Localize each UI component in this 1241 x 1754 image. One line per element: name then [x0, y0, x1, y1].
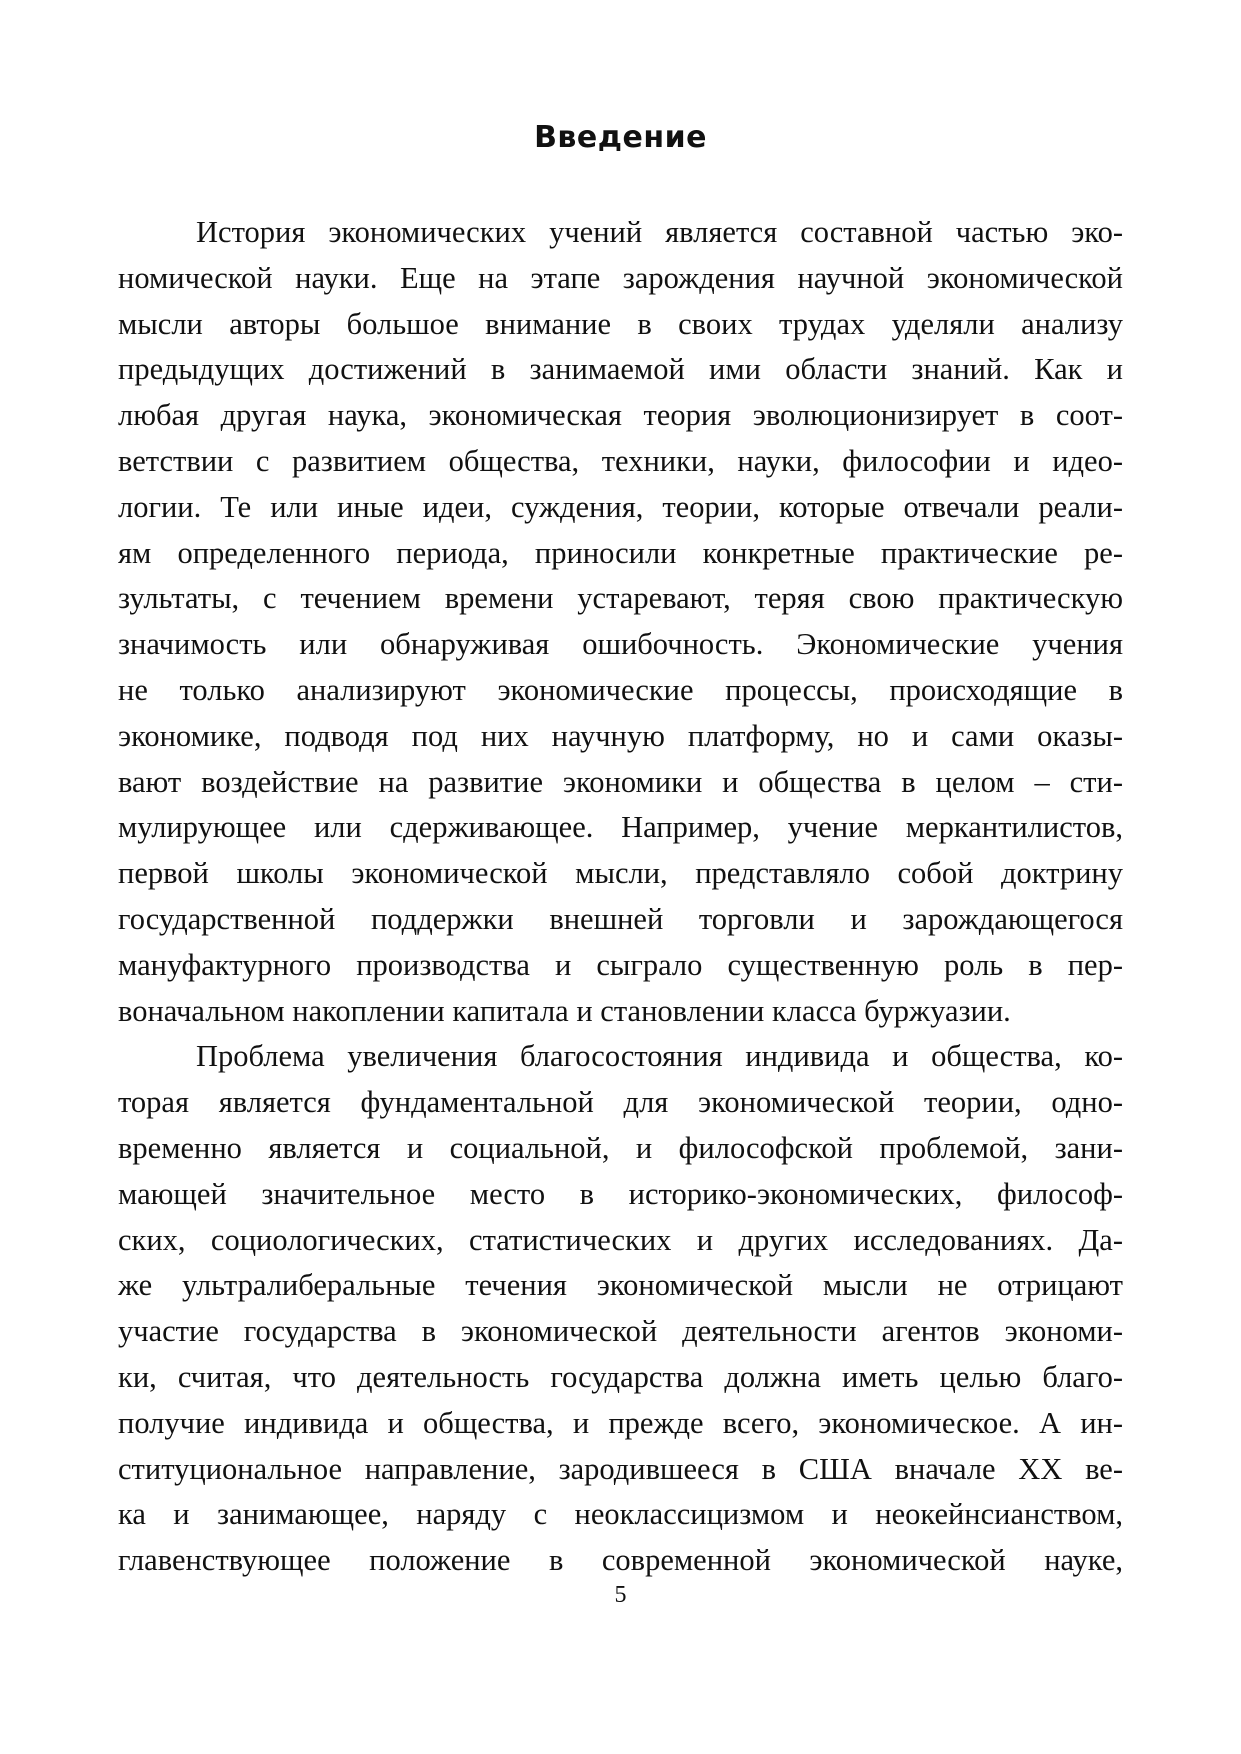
text-line: предыдущих достижений в занимаемой ими области знаний. Как и	[118, 352, 1123, 387]
text-line: Проблема увеличения благосостояния индивида и общества, ко-	[196, 1039, 1123, 1074]
text-line: мающей значительное место в историко-экономических, философ-	[118, 1176, 1123, 1211]
text-line: История экономических учений является составной частью эко-	[196, 215, 1123, 249]
text-line: ституциональное направление, зародившееся в США вначале XX ве-	[118, 1451, 1123, 1486]
text-line: зультаты, с течением времени устаревают, теряя свою практическую	[118, 581, 1123, 616]
text-line: ветствии с развитием общества, техники, науки, философии и идео-	[118, 443, 1123, 478]
text-line: значимость или обнаруживая ошибочность. Экономические учения	[118, 627, 1123, 662]
text-line: логии. Те или иные идеи, суждения, теории, которые отвечали реали-	[118, 489, 1123, 524]
text-line: ских, социологических, статистических и других исследованиях. Да-	[118, 1222, 1123, 1257]
paragraph-1	[118, 210, 1123, 1034]
text-line: участие государства в экономической деятельности агентов экономи-	[118, 1314, 1123, 1349]
text-line: мулирующее или сдерживающее. Например, учение меркантилистов,	[118, 810, 1123, 845]
text-line: номической науки. Еще на этапе зарождения научной экономической	[118, 260, 1123, 295]
text-line: государственной поддержки внешней торговли и зарождающегося	[118, 901, 1123, 936]
page-title: Введение	[534, 120, 707, 155]
paragraph-2	[118, 1034, 1123, 1584]
page-number: 5	[614, 1582, 627, 1608]
text-line: экономике, подводя под них научную платформу, но и сами оказы-	[118, 718, 1123, 753]
text-line: не только анализируют экономические процессы, происходящие в	[118, 672, 1123, 707]
text-line: любая другая наука, экономическая теория эволюционизирует в соот-	[118, 398, 1123, 433]
text-line: вают воздействие на развитие экономики и общества в целом – сти-	[118, 764, 1123, 799]
text-line: же ультралиберальные течения экономической мысли не отрицают	[118, 1268, 1123, 1303]
body-text	[118, 210, 1123, 1584]
text-line: главенствующее положение в современной экономической науке,	[118, 1543, 1123, 1578]
text-line: ки, считая, что деятельность государства должна иметь целью благо-	[118, 1359, 1123, 1394]
text-line: ка и занимающее, наряду с неоклассицизмом и неокейнсианством,	[118, 1497, 1123, 1532]
text-line: получие индивида и общества, и прежде всего, экономическое. А ин-	[118, 1405, 1123, 1440]
text-line: мысли авторы большое внимание в своих трудах уделяли анализу	[118, 306, 1123, 341]
text-line: временно является и социальной, и философской проблемой, зани-	[118, 1130, 1123, 1165]
text-line: воначальном накоплении капитала и становлении класса буржуазии.	[118, 993, 1011, 1028]
text-line: торая является фундаментальной для экономической теории, одно-	[118, 1085, 1123, 1120]
text-line: ям определенного периода, приносили конкретные практические ре-	[118, 535, 1123, 570]
text-line: первой школы экономической мысли, представляло собой доктрину	[118, 856, 1123, 891]
text-line: мануфактурного производства и сыграло существенную роль в пер-	[118, 947, 1123, 982]
